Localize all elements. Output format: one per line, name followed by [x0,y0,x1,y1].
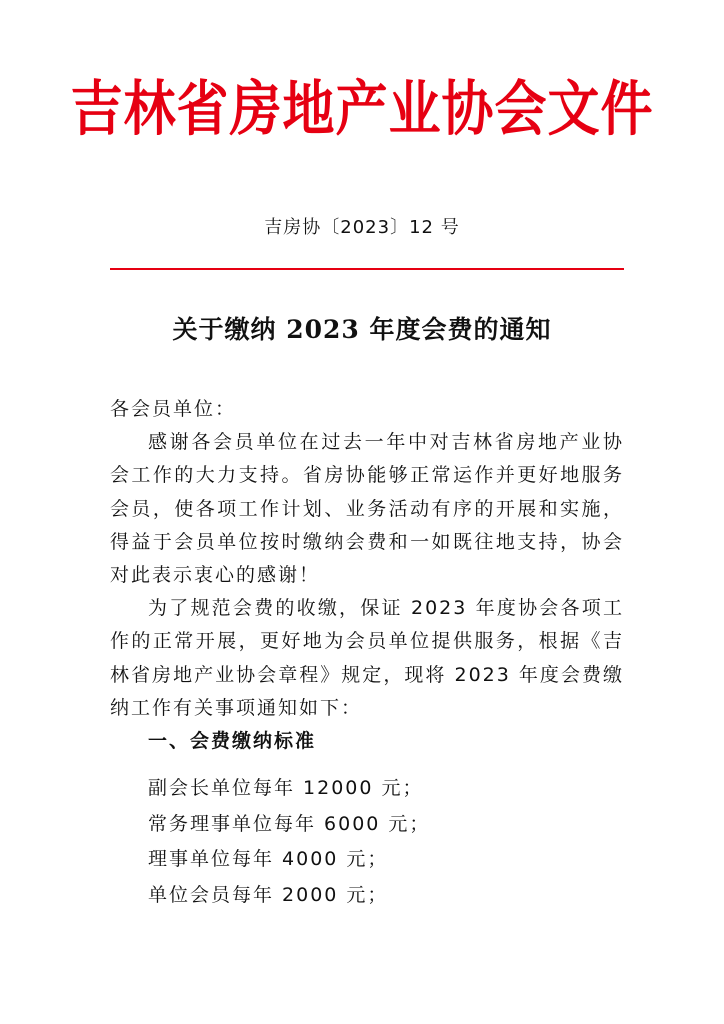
fee-item-unit-member: 单位会员每年 2000 元； [148,883,389,906]
paragraph-thanks: 感谢各会员单位在过去一年中对吉林省房地产业协会工作的大力支持。省房协能够正常运作并更好地服务会员，使各项工作计划、业务活动有序的开展和实施，得益于会员单位按时缴纳会费和一如既往地支持，协会对此表示衷心的感谢！ [110,431,624,587]
fee-item-vice-president: 副会长单位每年 12000 元； [148,777,424,800]
fee-item-executive-director: 常务理事单位每年 6000 元； [148,812,431,835]
document-number: 吉房协〔2023〕12 号 [264,217,460,238]
document-header-title: 吉林省房地产业协会文件 [70,74,654,145]
section-heading-fee-standard: 一、会费缴纳标准 [148,730,317,753]
paragraph-purpose: 为了规范会费的收缴，保证 2023 年度协会各项工作的正常开展，更好地为会员单位提供服务，根据《吉林省房地产业协会章程》规定，现将 2023 年度会费缴纳工作有关事项通知如下： [110,597,624,719]
notice-body [110,393,624,913]
fee-list [110,771,624,913]
fee-item-director: 理事单位每年 4000 元； [148,848,389,871]
notice-title: 关于缴纳 2023 年度会费的通知 [172,315,552,344]
header-red-rule [110,268,624,270]
salutation: 各会员单位： [110,398,237,420]
